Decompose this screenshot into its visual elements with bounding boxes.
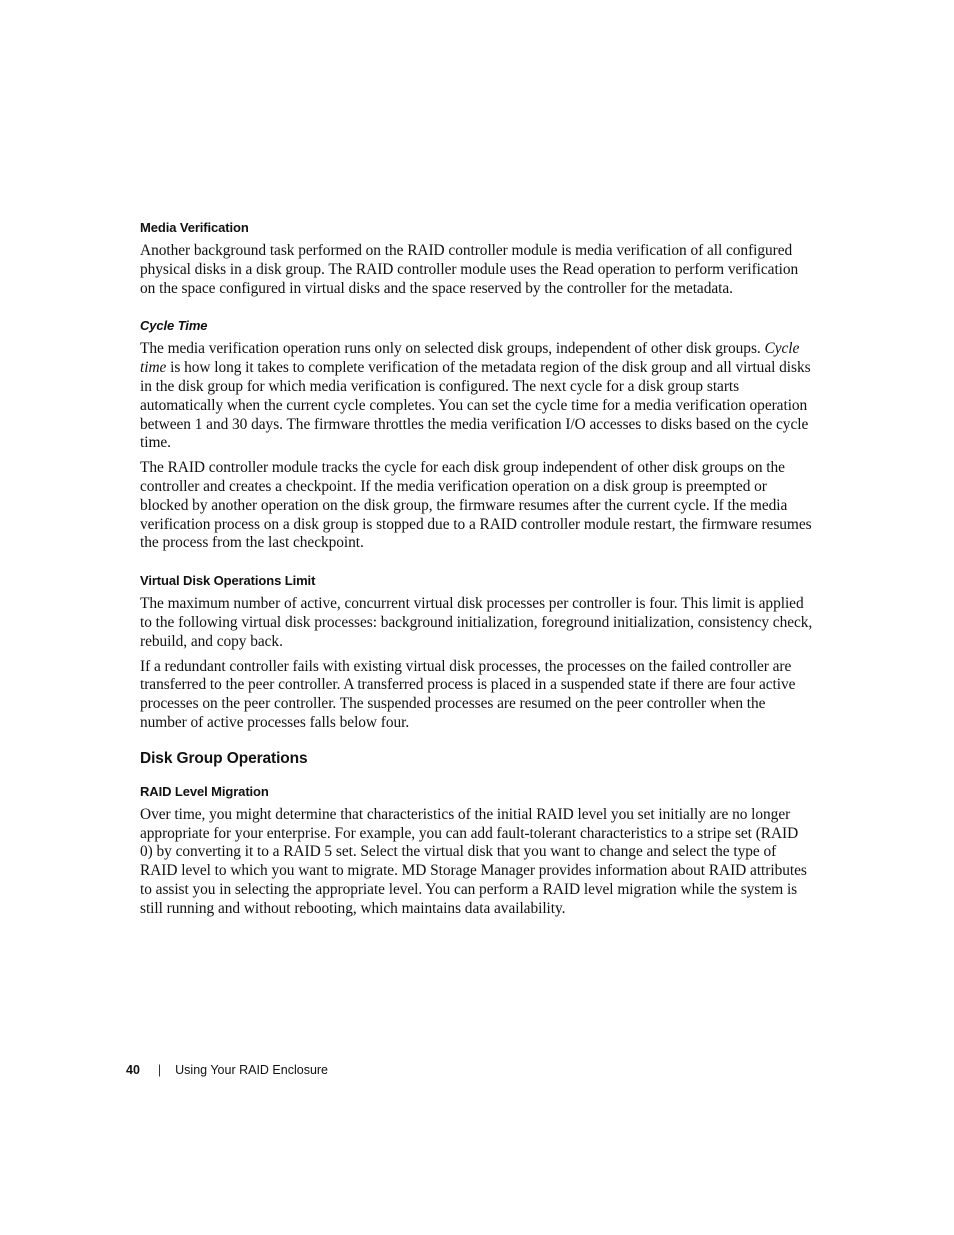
cycle-time-rest: is how long it takes to complete verification of the metadata region of the disk group and all virtual disks in the disk group for which media verification is configured. The next cycle for a disk group starts automatically when the current cycle completes. You can set the cycle time for a media verification operation between 1 and 30 days. The firmware throttles the media verification I/O accesses to disks based on the cycle time. <box>140 359 811 452</box>
paragraph-raid-level-migration: Over time, you might determine that characteristics of the initial RAID level you set initially are no longer appropriate for your enterprise. For example, you can add fault-tolerant characteristics to a stripe set (RAID 0) by converting it to a RAID 5 set. Select the virtual disk that you want to change and select the type of RAID level to which you want to migrate. MD Storage Manager provides information about RAID attributes to assist you in selecting the appropriate level. You can perform a RAID level migration while the system is still running and without rebooting, which maintains data availability. <box>140 805 807 917</box>
page-number: 40 <box>126 1063 140 1077</box>
heading-raid-level-migration: RAID Level Migration <box>140 783 269 799</box>
cycle-time-lead: The media verification operation runs only on selected disk groups, independent of other disk groups. <box>140 340 765 358</box>
footer-separator: | <box>157 1063 162 1077</box>
footer-title: Using Your RAID Enclosure <box>175 1063 329 1077</box>
paragraph-cycle-time-2: The RAID controller module tracks the cycle for each disk group independent of other disk groups on the controller and creates a checkpoint. If the media verification operation on a disk group is preempted or blocked by another operation on the disk group, the firmware resumes after the current cycle. If the media verification process on a disk group is stopped due to a RAID controller module restart, the firmware resumes the process from the last checkpoint. <box>140 459 812 552</box>
paragraph-vd-ops-limit-2: If a redundant controller fails with existing virtual disk processes, the processes on the failed controller are transferred to the peer controller. A transferred process is placed in a suspended state if there are four active processes on the peer controller. The suspended processes are resumed on the peer controller when the number of active processes falls below four. <box>140 657 796 731</box>
paragraph-media-verification: Another background task performed on the RAID controller module is media verification of all configured physical disks in a disk group. The RAID controller module uses the Read operation to perform verification on the space configured in virtual disks and the space reserved by the controller for the metadata. <box>140 242 799 297</box>
paragraph-cycle-time-1 <box>140 340 814 453</box>
heading-disk-group-operations: Disk Group Operations <box>140 749 308 767</box>
heading-vd-ops-limit: Virtual Disk Operations Limit <box>140 573 316 589</box>
page-content <box>140 219 814 925</box>
paragraph-vd-ops-limit-1: The maximum number of active, concurrent virtual disk processes per controller is four. This limit is applied to the following virtual disk processes: background initialization, foreground initialization, consistency check, rebuild, and copy back. <box>140 595 813 650</box>
heading-cycle-time: Cycle Time <box>140 318 208 334</box>
cycle-time-term: Cycle time <box>140 340 800 377</box>
heading-media-verification: Media Verification <box>140 220 249 235</box>
page-footer <box>126 1062 328 1078</box>
